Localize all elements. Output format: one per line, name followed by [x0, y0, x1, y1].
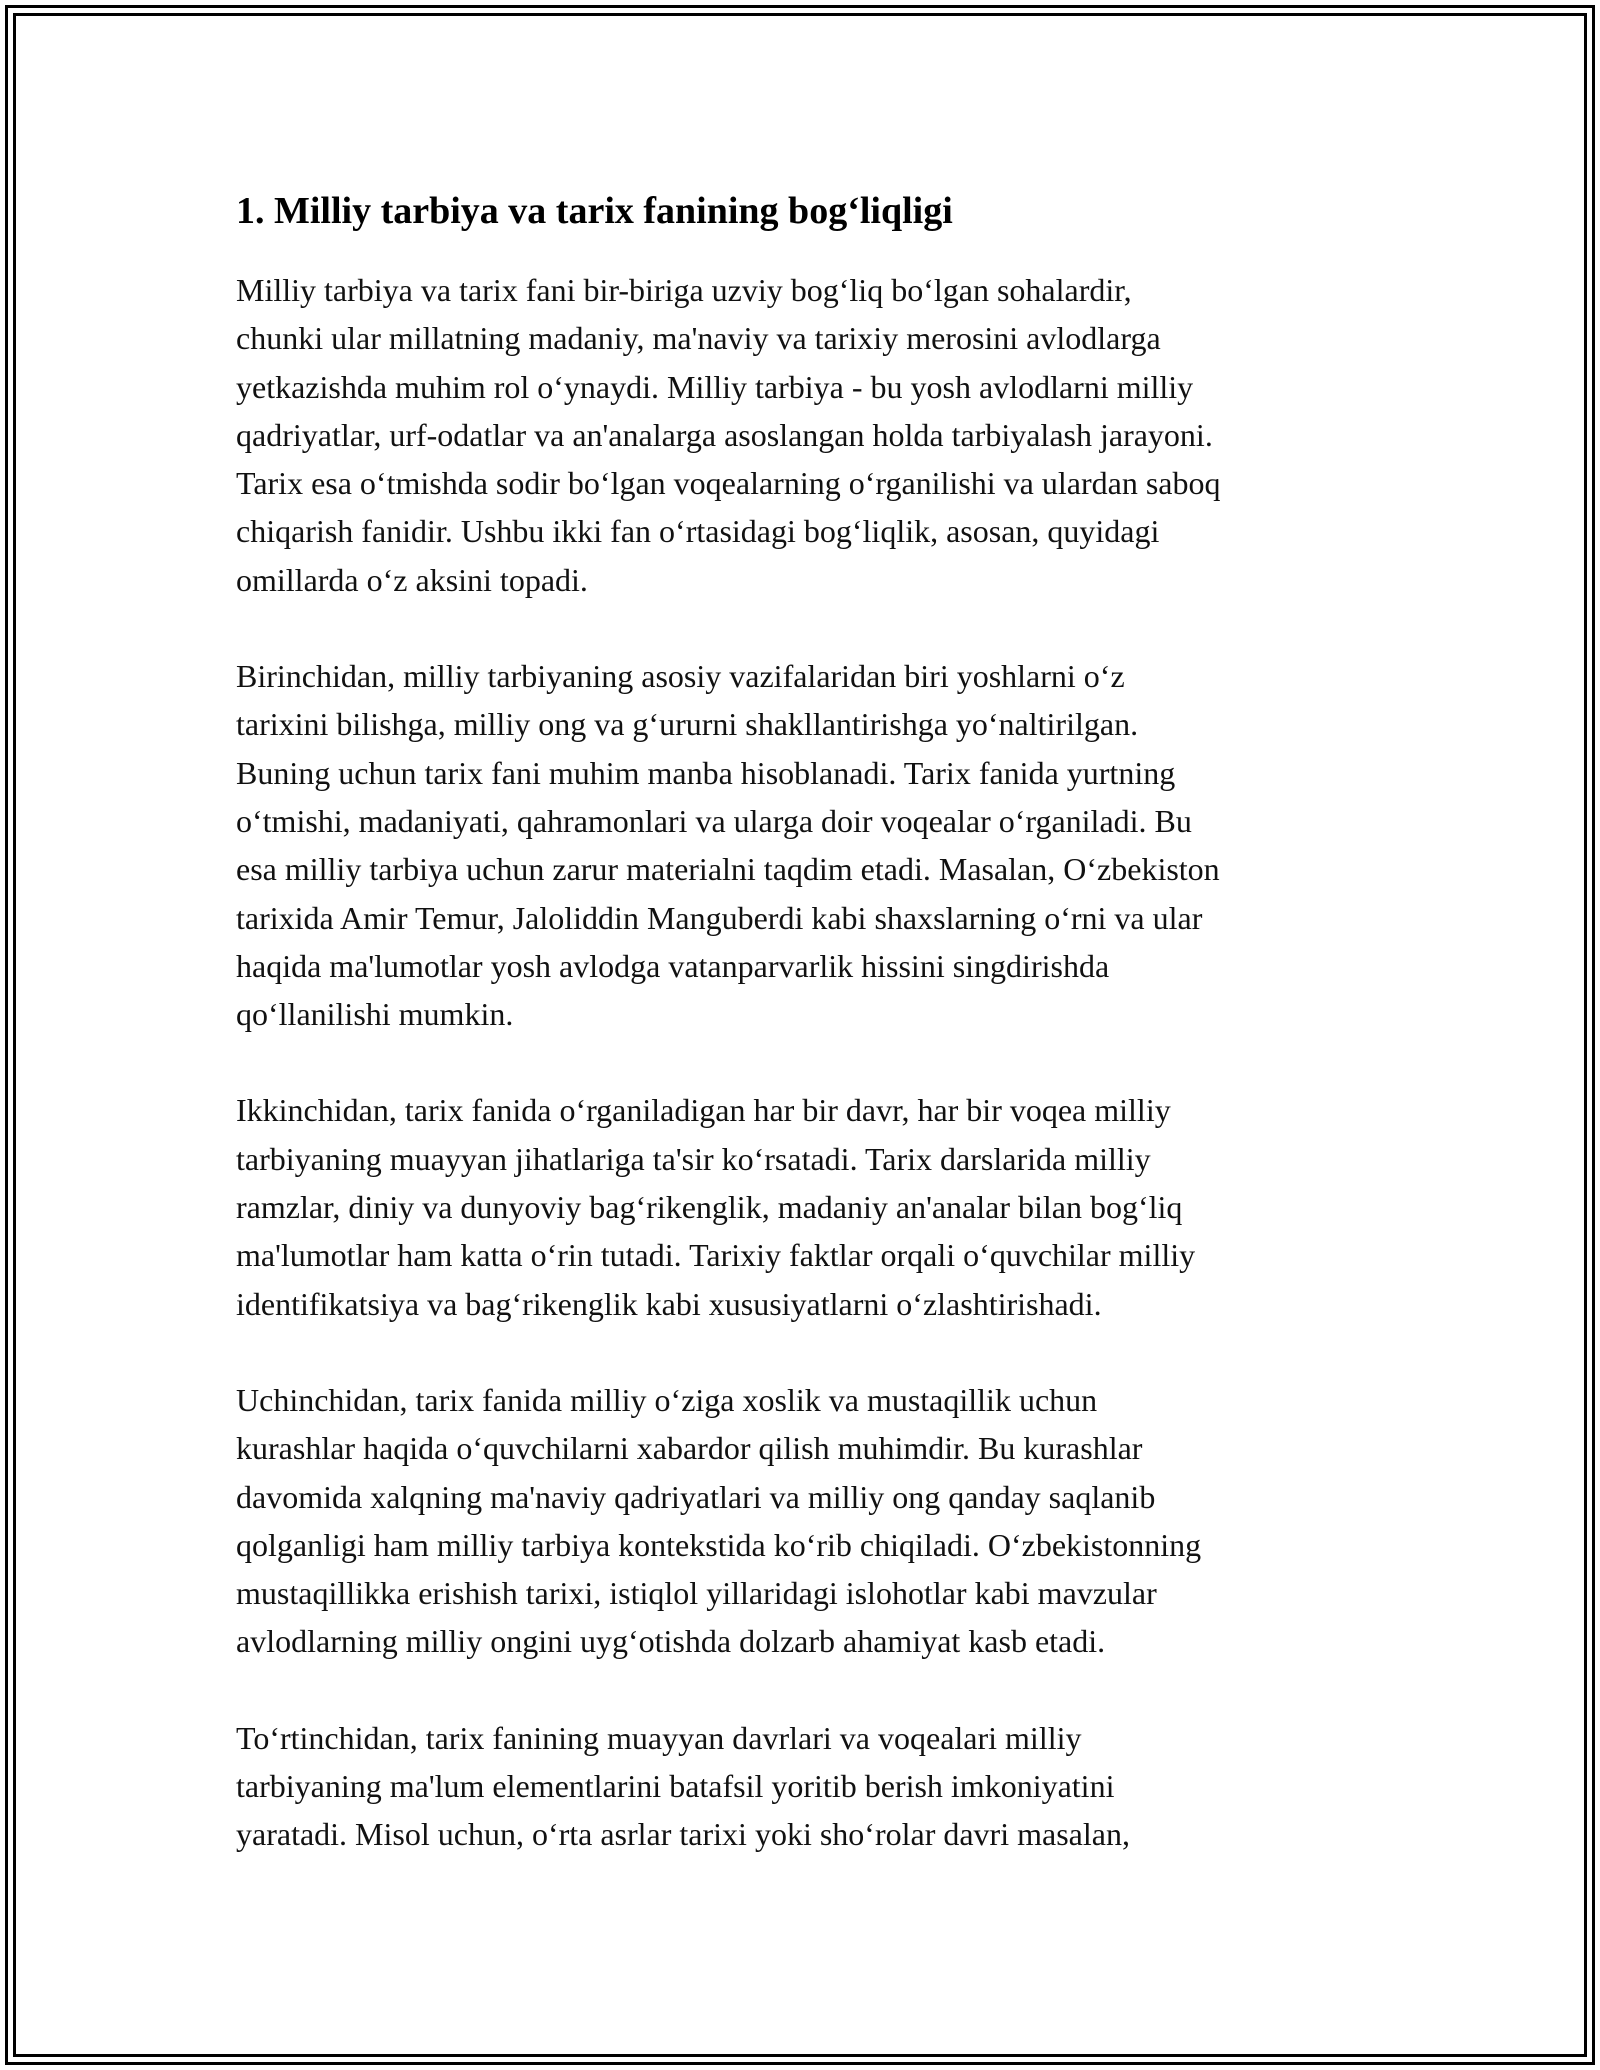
paragraph-line: chiqarish fanidir. Ushbu ikki fan o‘rtasidagi bog‘liqlik, asosan, quyidagi: [236, 513, 1160, 550]
paragraph-line: tarbiyaning muayyan jihatlariga ta'sir ko‘rsatadi. Tarix darslarida milliy: [236, 1140, 1151, 1177]
paragraph-line: kurashlar haqida o‘quvchilarni xabardor qilish muhimdir. Bu kurashlar: [236, 1430, 1143, 1467]
paragraph-line: qolganligi ham milliy tarbiya kontekstida ko‘rib chiqiladi. O‘zbekistonning: [236, 1526, 1202, 1563]
paragraph-line: esa milliy tarbiya uchun zarur materialni taqdim etadi. Masalan, O‘zbekiston: [236, 851, 1220, 888]
paragraph-line: mustaqillikka erishish tarixi, istiqlol yillaridagi islohotlar kabi mavzular: [236, 1575, 1157, 1612]
paragraph-line: Birinchidan, milliy tarbiyaning asosiy vazifalaridan biri yoshlarni o‘z: [236, 658, 1125, 695]
paragraph: [236, 1714, 1396, 1859]
paragraph-line: tarixida Amir Temur, Jaloliddin Manguberdi kabi shaxslarning o‘rni va ular: [236, 899, 1203, 936]
paragraph-line: davomida xalqning ma'naviy qadriyatlari va milliy ong qanday saqlanib: [236, 1478, 1156, 1515]
paragraph-line: chunki ular millatning madaniy, ma'naviy va tarixiy merosini avlodlarga: [236, 320, 1161, 357]
paragraph-line: omillarda o‘z aksini topadi.: [236, 561, 588, 598]
paragraph-line: o‘tmishi, madaniyati, qahramonlari va ularga doir voqealar o‘rganiladi. Bu: [236, 802, 1192, 839]
paragraph: [236, 266, 1396, 604]
paragraph-line: ramzlar, diniy va dunyoviy bag‘rikenglik, madaniy an'analar bilan bog‘liq: [236, 1189, 1183, 1226]
paragraph-line: Milliy tarbiya va tarix fani bir-biriga uzviy bog‘liq bo‘lgan sohalardir,: [236, 272, 1132, 308]
paragraph: [236, 652, 1396, 1038]
paragraph-line: tarbiyaning ma'lum elementlarini batafsil yoritib berish imkoniyatini: [236, 1768, 1115, 1805]
paragraph-line: yetkazishda muhim rol o‘ynaydi. Milliy tarbiya - bu yosh avlodlarni milliy: [236, 368, 1194, 405]
paragraph-line: qo‘llanilishi mumkin.: [236, 996, 514, 1033]
paragraph: [236, 1376, 1396, 1666]
paragraph-line: To‘rtinchidan, tarix fanining muayyan davrlari va voqealari milliy: [236, 1719, 1082, 1756]
paragraph-line: Ikkinchidan, tarix fanida o‘rganiladigan har bir davr, har bir voqea milliy: [236, 1092, 1171, 1129]
paragraph-line: yaratadi. Misol uchun, o‘rta asrlar tarixi yoki sho‘rolar davri masalan,: [236, 1816, 1130, 1853]
paragraph-line: identifikatsiya va bag‘rikenglik kabi xususiyatlarni o‘zlashtirishadi.: [236, 1285, 1102, 1322]
paragraph-line: haqida ma'lumotlar yosh avlodga vatanparvarlik hissini singdirishda: [236, 947, 1110, 984]
paragraph-line: ma'lumotlar ham katta o‘rin tutadi. Tarixiy faktlar orqali o‘quvchilar milliy: [236, 1237, 1196, 1274]
paragraph-line: Tarix esa o‘tmishda sodir bo‘lgan voqealarning o‘rganilishi va ulardan saboq: [236, 465, 1221, 502]
paragraph-line: qadriyatlar, urf-odatlar va an'analarga asoslangan holda tarbiyalash jarayoni.: [236, 416, 1213, 453]
document-body: [236, 266, 1396, 1859]
paragraph-line: tarixini bilishga, milliy ong va g‘ururni shakllantirishga yo‘naltirilgan.: [236, 706, 1139, 743]
section-title: 1. Milliy tarbiya va tarix fanining bog‘liqligi: [236, 190, 953, 232]
paragraph-line: Uchinchidan, tarix fanida milliy o‘ziga xoslik va mustaqillik uchun: [236, 1381, 1098, 1418]
paragraph-line: Buning uchun tarix fani muhim manba hisoblanadi. Tarix fanida yurtning: [236, 754, 1176, 791]
paragraph-line: avlodlarning milliy ongini uyg‘otishda dolzarb ahamiyat kasb etadi.: [236, 1623, 1106, 1660]
paragraph: [236, 1086, 1396, 1327]
document-page: [236, 186, 1396, 1907]
